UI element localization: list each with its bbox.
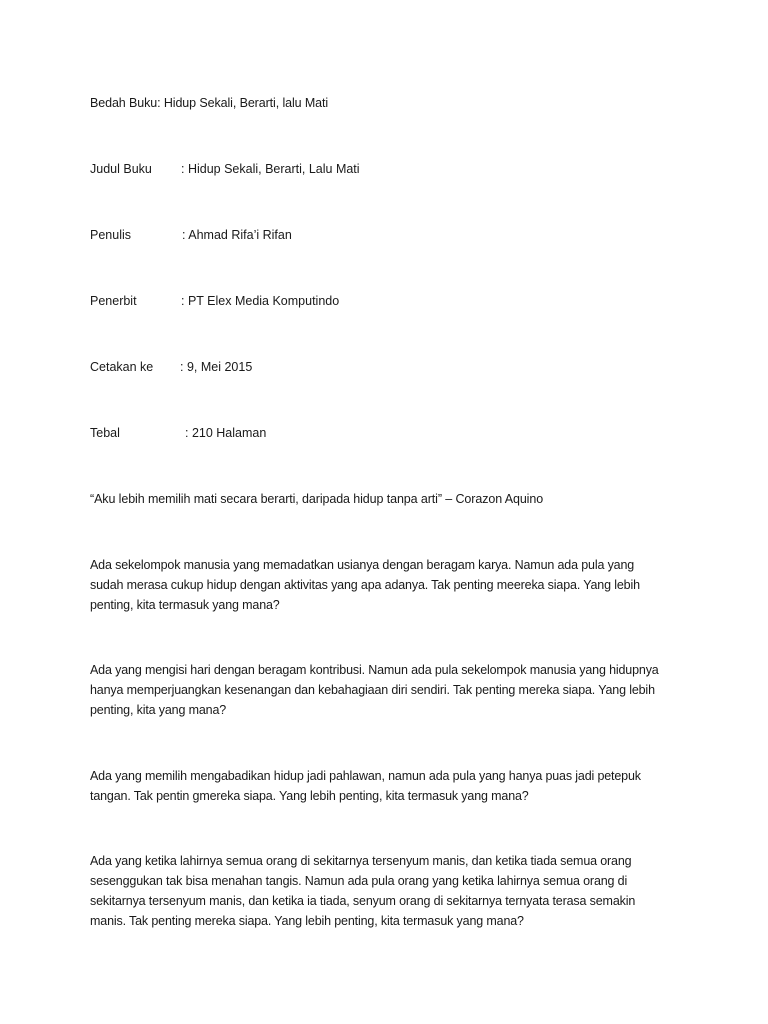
paragraph-line: Ada sekelompok manusia yang memadatkan usianya dengan beragam karya. Namun ada pula yang xyxy=(90,558,635,572)
paragraph-line: sekitarnya tersenyum manis, dan ketika ia tiada, senyum orang di sekitarnya ternyata terasa semakin xyxy=(90,894,636,908)
detail-label: Cetakan ke xyxy=(90,360,154,374)
paragraph-4 xyxy=(90,851,670,931)
detail-label: Penulis xyxy=(90,228,131,242)
paragraph-3 xyxy=(90,766,670,806)
paragraph-2 xyxy=(90,660,670,720)
paragraph-line: tangan. Tak pentin gmereka siapa. Yang lebih penting, kita termasuk yang mana? xyxy=(90,789,529,803)
paragraph-1 xyxy=(90,555,670,615)
document-heading: Bedah Buku: Hidup Sekali, Berarti, lalu Mati xyxy=(90,96,329,110)
paragraph-line: manis. Tak penting mereka siapa. Yang lebih penting, kita termasuk yang mana? xyxy=(90,914,524,928)
paragraph-line: hanya memperjuangkan kesenangan dan kebahagiaan diri sendiri. Tak penting mereka siapa. Yang lebih xyxy=(90,683,655,697)
detail-value: : Hidup Sekali, Berarti, Lalu Mati xyxy=(181,162,360,176)
opening-quote: “Aku lebih memilih mati secara berarti, daripada hidup tanpa arti” – Corazon Aquino xyxy=(90,492,544,506)
paragraph-line: sesenggukan tak bisa menahan tangis. Namun ada pula orang yang ketika lahirnya semua orang di xyxy=(90,874,628,888)
detail-value: : PT Elex Media Komputindo xyxy=(181,294,340,308)
detail-value: : 9, Mei 2015 xyxy=(180,360,253,374)
paragraph-line: Ada yang ketika lahirnya semua orang di sekitarnya tersenyum manis, dan ketika tiada semua orang xyxy=(90,854,632,868)
paragraph-line: penting, kita yang mana? xyxy=(90,703,227,717)
paragraph-line: Ada yang memilih mengabadikan hidup jadi pahlawan, namun ada pula yang hanya puas jadi petepuk xyxy=(90,769,641,783)
detail-label: Judul Buku xyxy=(90,162,152,176)
detail-label: Tebal xyxy=(90,426,120,440)
paragraph-line: Ada yang mengisi hari dengan beragam kontribusi. Namun ada pula sekelompok manusia yang hidupnya xyxy=(90,663,659,677)
detail-value: : 210 Halaman xyxy=(185,426,267,440)
paragraph-line: penting, kita termasuk yang mana? xyxy=(90,598,280,612)
detail-label: Penerbit xyxy=(90,294,137,308)
detail-value: : Ahmad Rifa’i Rifan xyxy=(182,228,292,242)
paragraph-line: sudah merasa cukup hidup dengan aktivitas yang apa adanya. Tak penting meereka siapa. Yang lebih xyxy=(90,578,640,592)
